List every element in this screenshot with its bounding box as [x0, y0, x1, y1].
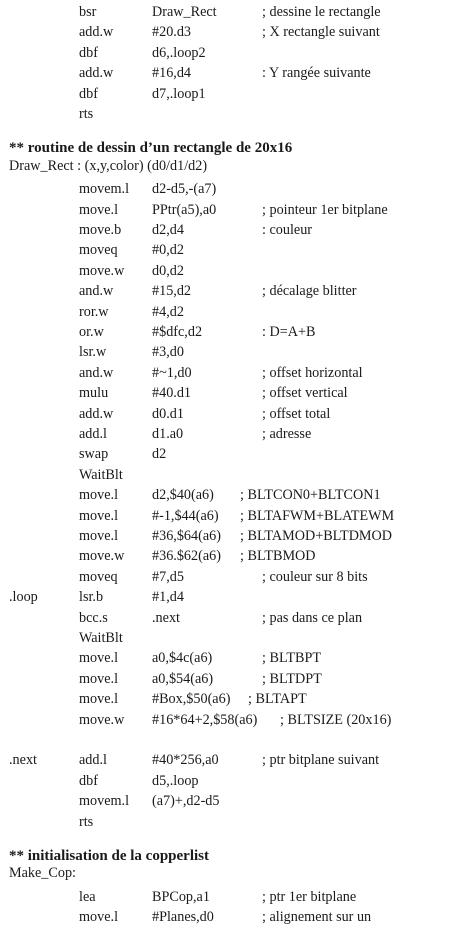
- code-mnemonic: movem.l: [79, 793, 130, 810]
- code-line: [0, 322, 460, 342]
- code-line: [0, 444, 460, 464]
- code-operand: d0.d1: [152, 405, 184, 422]
- code-comment: ; dessine le rectangle: [262, 4, 381, 20]
- code-line: [0, 465, 460, 485]
- code-mnemonic: add.l: [79, 426, 107, 442]
- code-line: [0, 587, 460, 607]
- code-operand: #4,d2: [152, 303, 184, 320]
- code-operand: #20.d3: [152, 24, 192, 41]
- code-mnemonic: lsr.w: [79, 344, 107, 361]
- code-line: [0, 628, 460, 648]
- code-line: [0, 342, 460, 362]
- code-mnemonic: lea: [79, 888, 96, 905]
- code-operand: d6,.loop2: [152, 44, 206, 61]
- routine-label: Draw_Rect : (x,y,color) (d0/d1/d2): [9, 157, 208, 174]
- code-mnemonic: WaitBlt: [79, 466, 123, 483]
- code-comment: ; décalage blitter: [262, 283, 357, 300]
- code-mnemonic: rts: [79, 106, 94, 122]
- code-mnemonic: swap: [79, 446, 109, 463]
- code-mnemonic: add.w: [79, 24, 114, 41]
- code-line: [0, 546, 460, 566]
- code-mnemonic: movem.l: [79, 181, 130, 198]
- code-comment: ; couleur sur 8 bits: [262, 568, 368, 585]
- code-operand: (a7)+,d2-d5: [152, 793, 220, 810]
- code-mnemonic: lsr.b: [79, 589, 104, 606]
- code-operand: #7,d5: [152, 568, 184, 585]
- code-comment: ; offset vertical: [262, 385, 348, 402]
- code-line: [0, 669, 460, 689]
- code-mnemonic: add.w: [79, 405, 114, 422]
- code-comment: ; BLTBMOD: [240, 548, 316, 565]
- code-comment: ; BLTAFWM+BLATEWM: [240, 507, 395, 524]
- code-operand: d7,.loop1: [152, 85, 206, 102]
- code-line: [0, 302, 460, 322]
- code-operand: a0,$4c(a6): [152, 650, 213, 667]
- code-mnemonic: move.w: [79, 711, 125, 728]
- code-operand: d2,d4: [152, 222, 184, 238]
- code-mnemonic: move.w: [79, 262, 125, 279]
- code-comment: ; alignement sur un: [262, 909, 372, 926]
- code-comment: ; BLTCON0+BLTCON1: [240, 487, 381, 504]
- code-operand: #1,d4: [152, 589, 184, 606]
- code-mnemonic: mulu: [79, 385, 109, 402]
- code-comment: ; X rectangle suivant: [262, 24, 380, 41]
- code-line: [0, 179, 460, 199]
- routine-label: Make_Cop:: [9, 865, 76, 882]
- code-mnemonic: and.w: [79, 364, 114, 381]
- code-line: [0, 608, 460, 628]
- code-mnemonic: dbf: [79, 85, 98, 102]
- code-line: [0, 689, 460, 709]
- code-operand: #15,d2: [152, 283, 192, 300]
- code-mnemonic: ror.w: [79, 303, 109, 320]
- code-line: [0, 104, 460, 124]
- code-line: [0, 907, 460, 927]
- code-mnemonic: move.l: [79, 507, 119, 524]
- code-label: .loop: [9, 589, 38, 606]
- code-line: [0, 526, 460, 546]
- code-line: [0, 240, 460, 260]
- code-comment: ; BLTSIZE (20x16): [280, 711, 392, 728]
- code-comment: ; BLTAPT: [248, 691, 307, 708]
- code-operand: d2-d5,-(a7): [152, 181, 217, 198]
- code-line: [0, 887, 460, 907]
- code-mnemonic: bcc.s: [79, 609, 108, 626]
- code-mnemonic: and.w: [79, 283, 114, 300]
- code-mnemonic: rts: [79, 813, 94, 830]
- code-comment: ; BLTDPT: [262, 670, 322, 687]
- code-operand: d2,$40(a6): [152, 487, 214, 504]
- code-line: [0, 261, 460, 281]
- code-line: [0, 404, 460, 424]
- code-mnemonic: WaitBlt: [79, 630, 123, 646]
- code-line: [0, 2, 460, 22]
- code-mnemonic: move.b: [79, 222, 122, 238]
- code-comment: ; offset total: [262, 405, 331, 422]
- code-line: [0, 200, 460, 220]
- code-mnemonic: dbf: [79, 772, 98, 789]
- code-line: [0, 43, 460, 63]
- code-operand: Draw_Rect: [152, 4, 217, 20]
- code-line: [0, 730, 460, 750]
- code-comment: ; ptr 1er bitplane: [262, 888, 357, 905]
- code-comment: : couleur: [262, 222, 313, 238]
- code-comment: ; BLTBPT: [262, 650, 322, 667]
- code-mnemonic: move.w: [79, 548, 125, 565]
- code-operand: #16*64+2,$58(a6): [152, 711, 258, 728]
- code-operand: PPtr(a5),a0: [152, 201, 217, 218]
- code-line: [0, 812, 460, 832]
- code-mnemonic: moveq: [79, 242, 118, 259]
- code-operand: .next: [152, 609, 180, 626]
- code-operand: d1.a0: [152, 426, 184, 442]
- code-operand: a0,$54(a6): [152, 670, 214, 687]
- code-operand: #Planes,d0: [152, 909, 214, 926]
- code-mnemonic: move.l: [79, 528, 119, 544]
- code-line: [0, 648, 460, 668]
- code-operand: d5,.loop: [152, 772, 199, 789]
- code-mnemonic: move.l: [79, 670, 119, 687]
- code-line: [0, 63, 460, 83]
- code-mnemonic: move.l: [79, 691, 119, 708]
- code-mnemonic: move.l: [79, 487, 119, 504]
- code-mnemonic: move.l: [79, 201, 119, 218]
- code-operand: #40*256,a0: [152, 752, 219, 769]
- code-mnemonic: bsr: [79, 4, 97, 20]
- code-line: [0, 383, 460, 403]
- code-operand: #$dfc,d2: [152, 324, 203, 340]
- code-operand: #40.d1: [152, 385, 192, 402]
- code-line: [0, 771, 460, 791]
- code-operand: #36,$64(a6): [152, 528, 221, 544]
- code-mnemonic: add.w: [79, 65, 114, 82]
- code-comment: ; BLTAMOD+BLTDMOD: [240, 528, 393, 544]
- code-line: [0, 424, 460, 444]
- code-comment: : Y rangée suivante: [262, 65, 371, 82]
- code-operand: #Box,$50(a6): [152, 691, 231, 708]
- code-operand: #3,d0: [152, 344, 184, 361]
- code-operand: #~1,d0: [152, 364, 192, 381]
- code-operand: #36.$62(a6): [152, 548, 221, 565]
- code-line: [0, 791, 460, 811]
- code-line: [0, 220, 460, 240]
- code-operand: #16,d4: [152, 65, 192, 82]
- code-operand: BPCop,a1: [152, 888, 210, 905]
- code-line: [0, 750, 460, 770]
- code-comment: ; ptr bitplane suivant: [262, 752, 380, 769]
- code-mnemonic: move.l: [79, 650, 119, 667]
- code-line: [0, 485, 460, 505]
- code-operand: d0,d2: [152, 262, 184, 279]
- code-mnemonic: move.l: [79, 909, 119, 926]
- code-mnemonic: or.w: [79, 324, 104, 340]
- code-operand: #0,d2: [152, 242, 184, 259]
- code-operand: #-1,$44(a6): [152, 507, 219, 524]
- code-line: [0, 710, 460, 730]
- code-comment: ; pointeur 1er bitplane: [262, 201, 388, 218]
- code-line: [0, 84, 460, 104]
- code-line: [0, 506, 460, 526]
- section-heading: ** initialisation de la copperlist: [9, 848, 210, 864]
- code-comment: ; adresse: [262, 426, 312, 442]
- code-comment: ; offset horizontal: [262, 364, 363, 381]
- code-mnemonic: add.l: [79, 752, 107, 769]
- code-comment: : D=A+B: [262, 324, 316, 340]
- code-line: [0, 22, 460, 42]
- code-mnemonic: dbf: [79, 44, 98, 61]
- code-operand: d2: [152, 446, 167, 463]
- code-line: [0, 363, 460, 383]
- code-line: [0, 281, 460, 301]
- code-comment: ; pas dans ce plan: [262, 609, 363, 626]
- code-label: .next: [9, 752, 37, 769]
- code-line: [0, 567, 460, 587]
- code-mnemonic: moveq: [79, 568, 118, 585]
- section-heading: ** routine de dessin d’un rectangle de 20x16: [9, 140, 293, 157]
